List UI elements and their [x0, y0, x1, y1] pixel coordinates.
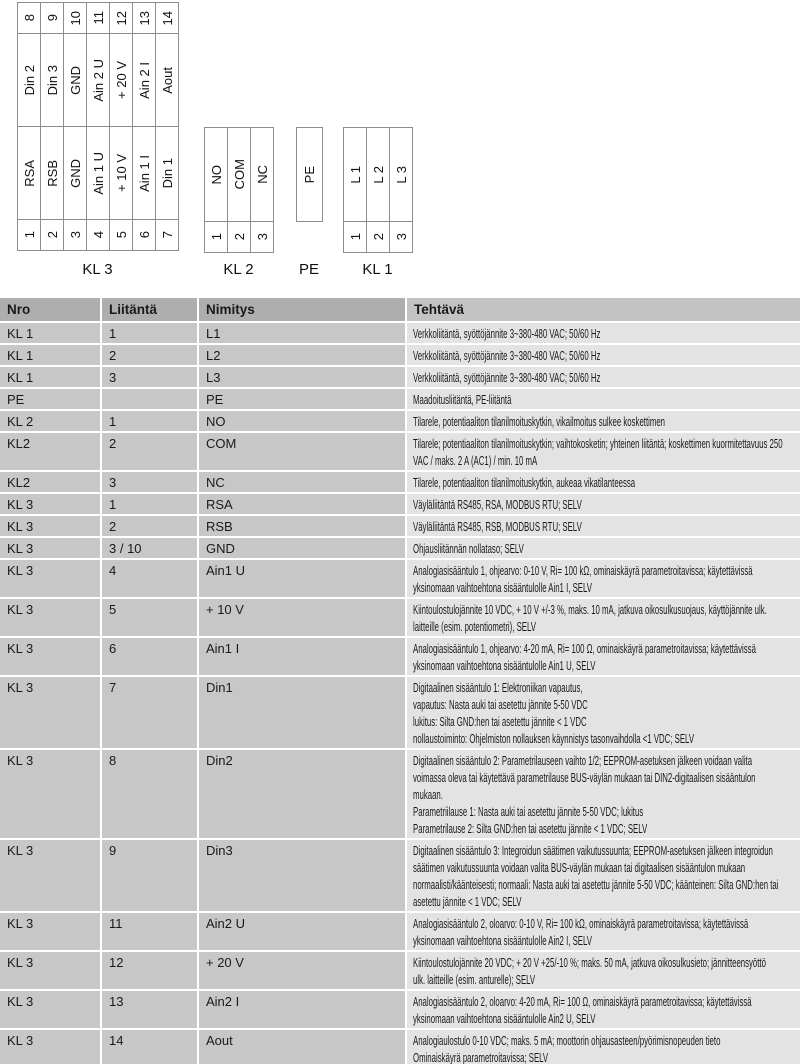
- terminal-cell: [87, 127, 110, 220]
- cell-liitanta: 7: [102, 677, 199, 750]
- terminal-cell: [18, 127, 41, 220]
- cell-nro: KL2: [0, 433, 102, 472]
- cell-nimitys: Ain1 I: [199, 638, 407, 677]
- tehtava-line: vapautus: Nasta auki tai asetettu jännite 5-50 VDC: [413, 697, 588, 712]
- tehtava-line: Verkkoliitäntä, syöttöjännite 3~380-480 VAC; 50/60 Hz: [413, 326, 601, 341]
- cell-nimitys: RSA: [199, 494, 407, 516]
- terminal-cell-label: 6: [136, 231, 152, 239]
- tehtava-line: VAC / maks. 2 A (AC1) / min. 10 mA: [413, 453, 538, 468]
- terminal-block-kl2: [204, 127, 274, 253]
- terminal-block-kl1: [343, 127, 413, 253]
- cell-liitanta: 3: [102, 472, 199, 494]
- cell-liitanta: 2: [102, 345, 199, 367]
- terminal-cell-label: L 1: [347, 165, 363, 184]
- terminal-cell-label: 1: [347, 233, 363, 241]
- cell-liitanta: 14: [102, 1030, 199, 1064]
- cell-tehtava: [407, 638, 800, 677]
- cell-nimitys: Ain1 U: [199, 560, 407, 599]
- terminal-cell-label: 3: [67, 231, 83, 239]
- cell-liitanta: 6: [102, 638, 199, 677]
- tehtava-line: säätimen vaikutussuunta voidaan valita BUS-väylän mukaan tai digitaalisen sisääntulon mukaan: [413, 860, 746, 875]
- terminal-cell-label: 11: [90, 11, 106, 25]
- cell-nro: KL 3: [0, 750, 102, 840]
- terminal-row: [344, 128, 413, 222]
- cell-liitanta: 13: [102, 991, 199, 1030]
- table-row: [0, 840, 800, 913]
- cell-nimitys: Din1: [199, 677, 407, 750]
- terminal-cell-label: L 3: [393, 165, 409, 184]
- cell-liitanta: 4: [102, 560, 199, 599]
- terminal-row: [18, 220, 179, 251]
- tehtava-line: Analogiaulostulo 0-10 VDC; maks. 5 mA; moottorin ohjausasteen/pyörimisnopeuden tieto: [413, 1033, 721, 1048]
- cell-liitanta: 1: [102, 494, 199, 516]
- cell-tehtava: [407, 750, 800, 840]
- terminal-row: [205, 222, 274, 253]
- cell-tehtava: [407, 560, 800, 599]
- terminal-block-caption: PE: [298, 261, 319, 278]
- column-header-nimitys: Nimitys: [199, 298, 407, 323]
- terminal-cell: [64, 127, 87, 220]
- terminal-cell: [390, 128, 413, 222]
- terminal-cell: [18, 220, 41, 251]
- terminal-cell-label: 7: [159, 231, 175, 239]
- column-header-liitanta: Liitäntä: [102, 298, 199, 323]
- tehtava-line: Maadoitusliitäntä, PE-liitäntä: [413, 392, 512, 407]
- terminal-cell: [367, 222, 390, 253]
- terminal-cell-label: Ain 2 U: [90, 58, 106, 102]
- terminal-cell-label: NO: [208, 164, 224, 185]
- cell-nimitys: COM: [199, 433, 407, 472]
- tehtava-line: Analogiasisääntulo 2, oloarvo: 0-10 V, Ri= 100 kΩ, ominaiskäyrä parametroitavissa; käytettävissä: [413, 916, 749, 931]
- table-row: [0, 411, 800, 433]
- cell-tehtava: [407, 840, 800, 913]
- cell-nimitys: Din2: [199, 750, 407, 840]
- cell-nro: KL 3: [0, 952, 102, 991]
- terminal-cell: [156, 127, 179, 220]
- terminal-cell: [205, 128, 228, 222]
- table-row: [0, 433, 800, 472]
- terminal-cell: [367, 128, 390, 222]
- terminal-cell: [41, 3, 64, 34]
- cell-nimitys: L3: [199, 367, 407, 389]
- table-row: [0, 345, 800, 367]
- cell-tehtava: [407, 411, 800, 433]
- terminal-cell: [18, 3, 41, 34]
- terminal-row: [18, 34, 179, 127]
- terminal-block-kl3: [17, 2, 179, 251]
- table-row: [0, 991, 800, 1030]
- cell-nro: KL 3: [0, 638, 102, 677]
- cell-liitanta: [102, 389, 199, 411]
- terminal-row: [297, 128, 323, 222]
- header-row: [0, 298, 800, 323]
- terminal-cell-label: 13: [136, 10, 152, 26]
- table-row: [0, 750, 800, 840]
- cell-nimitys: Aout: [199, 1030, 407, 1064]
- table-row: [0, 638, 800, 677]
- cell-nimitys: NO: [199, 411, 407, 433]
- terminal-cell-label: PE: [302, 165, 317, 184]
- terminal-cell: [344, 222, 367, 253]
- table-row: [0, 367, 800, 389]
- table-row: [0, 677, 800, 750]
- cell-liitanta: 2: [102, 516, 199, 538]
- terminal-cell: [18, 34, 41, 127]
- terminal-cell-label: RSA: [21, 159, 37, 187]
- table-row: [0, 516, 800, 538]
- cell-liitanta: 8: [102, 750, 199, 840]
- cell-liitanta: 3 / 10: [102, 538, 199, 560]
- column-header-nro: Nro: [0, 298, 102, 323]
- cell-nro: KL 1: [0, 323, 102, 345]
- tehtava-line: yksinomaan vaihtoehtona sisääntulolle Ain2 U, SELV: [413, 1011, 596, 1026]
- terminal-cell-label: 10: [67, 10, 83, 26]
- terminal-cell: [41, 127, 64, 220]
- tehtava-line: nollaustoiminto: Ohjelmiston nollauksen käynnistys tasonvaihdolla <1 VDC; SELV: [413, 731, 695, 746]
- column-header-tehtava: Tehtävä: [407, 298, 800, 323]
- tehtava-line: Tilarele, potentiaaliton tilanilmoituskytkin, vikailmoitus sulkee koskettimen: [413, 414, 666, 429]
- terminal-cell: [133, 34, 156, 127]
- terminal-cell-label: RSB: [44, 159, 60, 187]
- terminal-cell-label: L 2: [370, 165, 386, 184]
- table-row: [0, 389, 800, 411]
- cell-nro: KL 1: [0, 345, 102, 367]
- terminal-cell: [87, 34, 110, 127]
- terminal-cell-label: Ain 1 I: [136, 154, 152, 192]
- table-row: [0, 494, 800, 516]
- cell-nro: KL 3: [0, 1030, 102, 1064]
- cell-tehtava: [407, 389, 800, 411]
- cell-tehtava: [407, 494, 800, 516]
- table-row: [0, 599, 800, 638]
- tehtava-line: Väyläliitäntä RS485, RSA, MODBUS RTU; SELV: [413, 497, 582, 512]
- tehtava-line: mukaan.: [413, 787, 443, 802]
- tehtava-line: laitteille (esim. potentiometri), SELV: [413, 619, 536, 634]
- cell-nro: KL 1: [0, 367, 102, 389]
- cell-nimitys: RSB: [199, 516, 407, 538]
- tehtava-line: yksinomaan vaihtoehtona sisääntulolle Ain1 I, SELV: [413, 580, 592, 595]
- cell-tehtava: [407, 913, 800, 952]
- terminal-cell: [133, 127, 156, 220]
- table-row: [0, 538, 800, 560]
- terminal-cell: [87, 220, 110, 251]
- terminal-cell: [133, 220, 156, 251]
- terminal-cell-label: GND: [67, 158, 83, 188]
- cell-liitanta: 2: [102, 433, 199, 472]
- cell-liitanta: 12: [102, 952, 199, 991]
- cell-tehtava: [407, 677, 800, 750]
- cell-tehtava: [407, 516, 800, 538]
- tehtava-line: Kiintoulostulojännite 20 VDC; + 20 V +25/-10 %; maks. 50 mA, jatkuva oikosulkusieto; jännitteensyöttö: [413, 955, 766, 970]
- cell-liitanta: 1: [102, 411, 199, 433]
- terminal-cell-label: NC: [254, 165, 270, 184]
- terminal-cell-label: 8: [21, 14, 37, 22]
- cell-tehtava: [407, 538, 800, 560]
- terminal-cell-label: COM: [231, 159, 247, 190]
- terminal-cell-label: Din 2: [21, 64, 37, 96]
- terminal-cell-label: Din 3: [44, 64, 60, 96]
- cell-tehtava: [407, 952, 800, 991]
- cell-liitanta: 3: [102, 367, 199, 389]
- terminal-cell: [297, 128, 323, 222]
- tehtava-line: yksinomaan vaihtoehtona sisääntulolle Ain1 U, SELV: [413, 658, 596, 673]
- tehtava-line: Digitaalinen sisääntulo 3: Integroidun säätimen vaikutussuunta; EEPROM-asetuksen jälkeen integroidun: [413, 843, 773, 858]
- cell-nro: KL 3: [0, 560, 102, 599]
- terminal-cell: [64, 34, 87, 127]
- terminal-cell-label: 9: [44, 14, 60, 22]
- terminal-row: [205, 128, 274, 222]
- terminal-cell-label: 1: [208, 233, 224, 241]
- terminal-cell: [156, 34, 179, 127]
- terminal-cell: [156, 3, 179, 34]
- terminal-cell: [110, 34, 133, 127]
- tehtava-line: asetettu jännite < 1 VDC; SELV: [413, 894, 522, 909]
- tehtava-line: Analogiasisääntulo 1, ohjearvo: 4-20 mA, Ri= 100 Ω, ominaiskäyrä parametroitavissa; käytettävissä: [413, 641, 756, 656]
- terminal-cell-label: 14: [159, 10, 175, 26]
- tehtava-line: Digitaalinen sisääntulo 1: Elektroniikan vapautus,: [413, 680, 583, 695]
- tehtava-line: Ominaiskäyrä parametroitavissa; SELV: [413, 1050, 549, 1064]
- cell-nimitys: + 10 V: [199, 599, 407, 638]
- cell-nimitys: Ain2 U: [199, 913, 407, 952]
- cell-tehtava: [407, 991, 800, 1030]
- terminal-cell-label: 1: [21, 231, 37, 239]
- terminal-cell-label: 2: [370, 233, 386, 241]
- terminal-row: [18, 3, 179, 34]
- terminal-cell-label: 4: [90, 231, 106, 239]
- cell-tehtava: [407, 367, 800, 389]
- tehtava-line: voimassa oleva tai käytettävä parametrilause BUS-väylän mukaan tai DIN2-digitaalisen sisääntulon: [413, 770, 756, 785]
- terminal-cell-label: + 10 V: [113, 154, 129, 192]
- table-row: [0, 913, 800, 952]
- cell-tehtava: [407, 599, 800, 638]
- terminal-cell: [251, 128, 274, 222]
- terminal-cell: [156, 220, 179, 251]
- cell-nro: KL 3: [0, 677, 102, 750]
- tehtava-line: Parametriilause 1: Nasta auki tai asetettu jännite 5-50 VDC; lukitus: [413, 804, 644, 819]
- tehtava-line: Analogiasisääntulo 2, oloarvo: 4-20 mA, Ri= 100 Ω, ominaiskäyrä parametroitavissa; käytettävissä: [413, 994, 752, 1009]
- cell-nro: KL 3: [0, 913, 102, 952]
- cell-liitanta: 5: [102, 599, 199, 638]
- cell-nimitys: PE: [199, 389, 407, 411]
- cell-nro: KL 3: [0, 538, 102, 560]
- tehtava-line: Parametrilause 2: Silta GND:hen tai asetettu jännite < 1 VDC; SELV: [413, 821, 648, 836]
- cell-nro: KL 2: [0, 411, 102, 433]
- terminal-diagram: [0, 0, 800, 296]
- terminal-row: [344, 222, 413, 253]
- terminal-cell: [64, 220, 87, 251]
- cell-nimitys: + 20 V: [199, 952, 407, 991]
- tehtava-line: Digitaalinen sisääntulo 2: Parametrilauseen vaihto 1/2; EEPROM-asetuksen jälkeen voidaan valita: [413, 753, 753, 768]
- connection-table-body: [0, 323, 800, 1064]
- cell-nimitys: L2: [199, 345, 407, 367]
- terminal-cell-label: 2: [231, 233, 247, 241]
- terminal-cell-label: 12: [113, 10, 129, 26]
- tehtava-line: normaalisti/käänteisesti; normaali: Nasta auki tai asetettu jännite 5-50 VDC; käänteinen: Silta GND:hen tai: [413, 877, 779, 892]
- cell-nimitys: NC: [199, 472, 407, 494]
- terminal-cell-label: 3: [393, 233, 409, 241]
- cell-tehtava: [407, 433, 800, 472]
- terminal-cell: [41, 34, 64, 127]
- cell-tehtava: [407, 1030, 800, 1064]
- tehtava-line: Kiintoulostulojännite 10 VDC, + 10 V +/-3 %, maks. 10 mA, jatkuva oikosulkusuojaus, käyttöjännite ulk.: [413, 602, 767, 617]
- connection-table-head: [0, 298, 800, 323]
- table-row: [0, 472, 800, 494]
- terminal-cell-label: Din 1: [159, 157, 175, 189]
- cell-nro: KL 3: [0, 991, 102, 1030]
- connection-table: [0, 298, 800, 1064]
- cell-tehtava: [407, 323, 800, 345]
- table-row: [0, 323, 800, 345]
- terminal-cell: [110, 3, 133, 34]
- terminal-block-caption: KL 2: [223, 261, 254, 278]
- cell-nro: KL 3: [0, 599, 102, 638]
- cell-liitanta: 11: [102, 913, 199, 952]
- cell-nro: KL 3: [0, 840, 102, 913]
- terminal-block-caption: KL 3: [82, 261, 113, 278]
- tehtava-line: Tilarele, potentiaaliton tilanilmoituskytkin, aukeaa vikatilanteessa: [413, 475, 636, 490]
- cell-nimitys: GND: [199, 538, 407, 560]
- terminal-cell-label: 5: [113, 231, 129, 239]
- cell-nimitys: Din3: [199, 840, 407, 913]
- terminal-cell-label: GND: [67, 65, 83, 95]
- terminal-cell-label: Aout: [159, 66, 175, 94]
- terminal-cell: [344, 128, 367, 222]
- cell-nimitys: L1: [199, 323, 407, 345]
- terminal-cell: [110, 220, 133, 251]
- tehtava-line: Väyläliitäntä RS485, RSB, MODBUS RTU; SELV: [413, 519, 582, 534]
- cell-nro: KL 3: [0, 494, 102, 516]
- terminal-cell: [64, 3, 87, 34]
- cell-tehtava: [407, 472, 800, 494]
- terminal-cell-label: Ain 2 I: [136, 61, 152, 99]
- terminal-cell-label: 3: [254, 233, 270, 241]
- terminal-cell-label: 2: [44, 231, 60, 239]
- tehtava-line: ulk. laitteille (esim. anturelle); SELV: [413, 972, 536, 987]
- tehtava-line: Verkkoliitäntä, syöttöjännite 3~380-480 VAC; 50/60 Hz: [413, 348, 601, 363]
- terminal-cell: [110, 127, 133, 220]
- table-row: [0, 560, 800, 599]
- cell-liitanta: 1: [102, 323, 199, 345]
- cell-nro: KL 3: [0, 516, 102, 538]
- cell-nro: KL2: [0, 472, 102, 494]
- tehtava-line: Analogiasisääntulo 1, ohjearvo: 0-10 V, Ri= 100 kΩ, ominaiskäyrä parametroitavissa; käytettävissä: [413, 563, 753, 578]
- terminal-cell: [87, 3, 110, 34]
- table-row: [0, 952, 800, 991]
- tehtava-line: Tilarele; potentiaaliton tilanilmoituskytkin; vaihtokosketin; yhteinen liitäntä; koskettimen kuormitettavuus 250: [413, 436, 783, 451]
- tehtava-line: Ohjausliitännän nollataso; SELV: [413, 541, 524, 556]
- tehtava-line: lukitus: Silta GND:hen tai asetettu jännite < 1 VDC: [413, 714, 587, 729]
- cell-nimitys: Ain2 I: [199, 991, 407, 1030]
- terminal-cell: [133, 3, 156, 34]
- terminal-block-pe: [296, 127, 323, 222]
- tehtava-line: Verkkoliitäntä, syöttöjännite 3~380-480 VAC; 50/60 Hz: [413, 370, 601, 385]
- terminal-block-caption: KL 1: [362, 261, 393, 278]
- cell-tehtava: [407, 345, 800, 367]
- table-row: [0, 1030, 800, 1064]
- terminal-cell: [228, 222, 251, 253]
- terminal-cell: [390, 222, 413, 253]
- tehtava-line: yksinomaan vaihtoehtona sisääntulolle Ain2 I, SELV: [413, 933, 592, 948]
- terminal-cell: [41, 220, 64, 251]
- terminal-cell: [251, 222, 274, 253]
- terminal-cell-label: Ain 1 U: [90, 151, 106, 195]
- cell-liitanta: 9: [102, 840, 199, 913]
- terminal-cell: [205, 222, 228, 253]
- terminal-cell: [228, 128, 251, 222]
- terminal-row: [18, 127, 179, 220]
- terminal-cell-label: + 20 V: [113, 61, 129, 99]
- cell-nro: PE: [0, 389, 102, 411]
